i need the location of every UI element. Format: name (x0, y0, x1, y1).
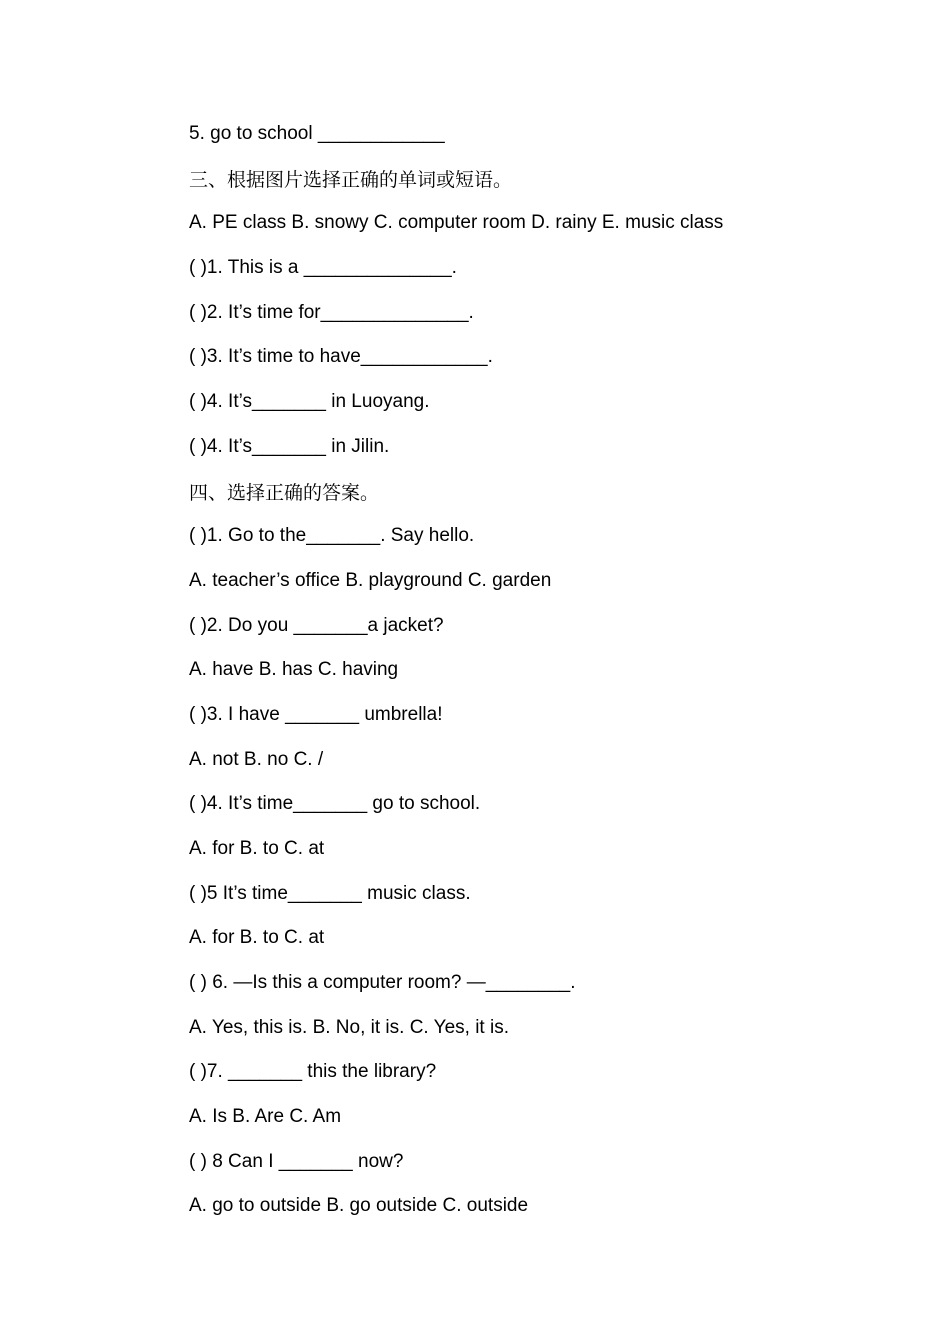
section-heading-four: 四、选择正确的答案。 (189, 482, 380, 504)
question-line: ( )4. It’s_______ in Luoyang. (189, 391, 430, 412)
question-line: ( )1. Go to the_______. Say hello. (189, 525, 475, 546)
answer-options-line: A. for B. to C. at (189, 927, 325, 948)
question-line: ( ) 6. —Is this a computer room? —________. (189, 972, 576, 993)
question-line: ( )2. Do you _______a jacket? (189, 615, 444, 636)
answer-options-line: A. not B. no C. / (189, 749, 324, 770)
question-line: ( )5 It’s time_______ music class. (189, 883, 471, 904)
question-line: ( )4. It’s time_______ go to school. (189, 793, 481, 814)
question-line: ( )3. I have _______ umbrella! (189, 704, 443, 725)
exercise-item-line: 5. go to school ____________ (189, 123, 445, 144)
question-line: ( ) 8 Can I _______ now? (189, 1151, 404, 1172)
option-list-line: A. PE class B. snowy C. computer room D. rainy E. music class (189, 212, 724, 233)
question-line: ( )7. _______ this the library? (189, 1061, 437, 1082)
answer-options-line: A. teacher’s office B. playground C. garden (189, 570, 552, 591)
answer-options-line: A. have B. has C. having (189, 659, 399, 680)
answer-options-line: A. Yes, this is. B. No, it is. C. Yes, it is. (189, 1017, 509, 1038)
section-heading-three: 三、根据图片选择正确的单词或短语。 (189, 169, 513, 191)
question-line: ( )1. This is a ______________. (189, 257, 457, 278)
answer-options-line: A. Is B. Are C. Am (189, 1106, 342, 1127)
question-line: ( )2. It’s time for______________. (189, 302, 474, 323)
answer-options-line: A. go to outside B. go outside C. outside (189, 1195, 529, 1216)
question-line: ( )3. It’s time to have____________. (189, 346, 493, 367)
question-line: ( )4. It’s_______ in Jilin. (189, 436, 390, 457)
answer-options-line: A. for B. to C. at (189, 838, 325, 859)
